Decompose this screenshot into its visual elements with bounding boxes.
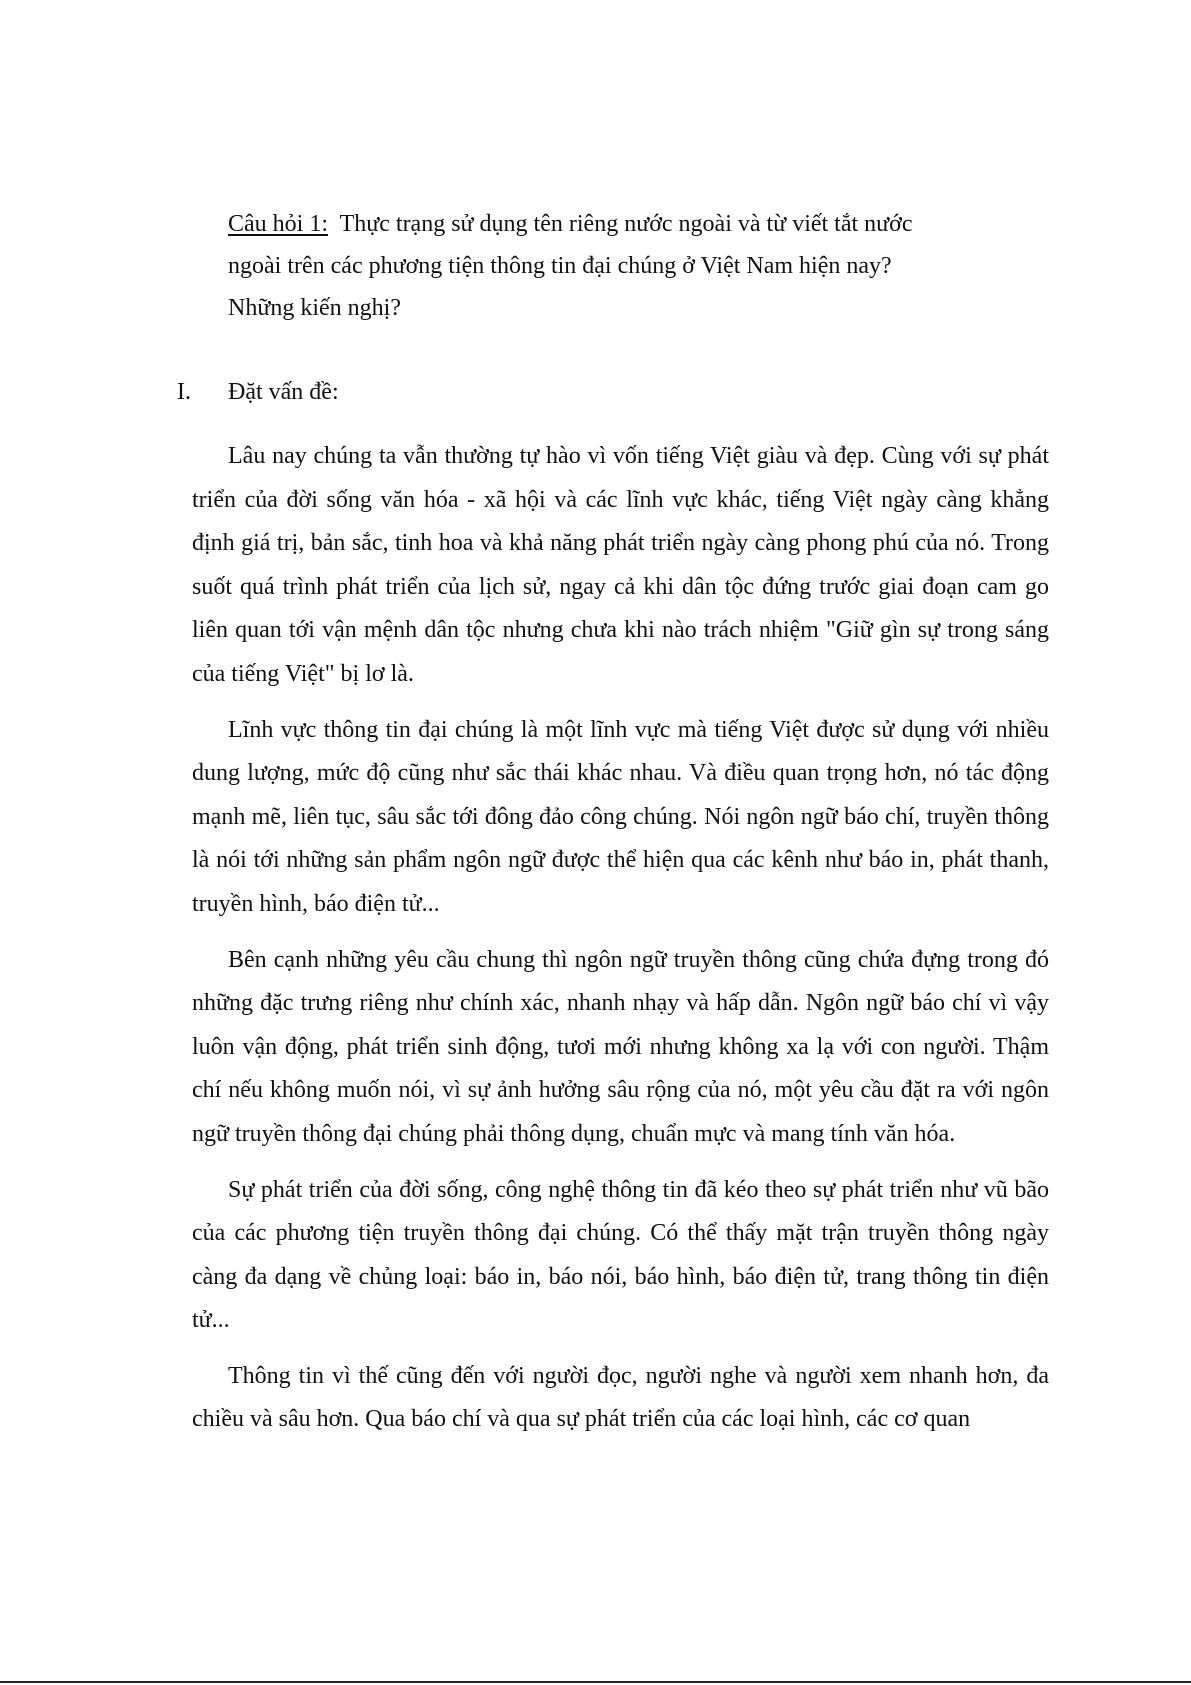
question-text-line-1: Thực trạng sử dụng tên riêng nước ngoài và từ viết tắt nước	[339, 211, 913, 237]
question-label: Câu hỏi 1:	[228, 211, 328, 237]
paragraph: Lâu nay chúng ta vẫn thường tự hào vì vốn tiếng Việt giàu và đẹp. Cùng với sự phát triển của đời sống văn hóa - xã hội và các lĩnh vực khác, tiếng Việt ngày càng khẳng định giá trị, bản sắc, tinh hoa và khả năng phát triển ngày càng phong phú của nó. Trong suốt quá trình phát triển của lịch sử, ngay cả khi dân tộc đứng trước giai đoạn cam go liên quan tới vận mệnh dân tộc nhưng chưa khi nào trách nhiệm "Giữ gìn sự trong sáng của tiếng Việt" bị lơ là.	[192, 443, 1049, 687]
question-line-2: ngoài trên các phương tiện thông tin đại chúng ở Việt Nam hiện nay?	[228, 253, 892, 279]
question-block	[228, 203, 988, 329]
question-line-3: Những kiến nghị?	[228, 295, 401, 321]
page-bottom-rule	[0, 1681, 1191, 1683]
paragraph: Sự phát triển của đời sống, công nghệ thông tin đã kéo theo sự phát triển như vũ bão của các phương tiện truyền thông đại chúng. Có thể thấy mặt trận truyền thông ngày càng đa dạng về chủng loại: báo in, báo nói, báo hình, báo điện tử, trang thông tin điện tử...	[192, 1176, 1049, 1334]
question-line-1	[228, 203, 988, 245]
section-number: I.	[177, 379, 191, 405]
section-title: Đặt vấn đề:	[228, 379, 339, 405]
section-heading	[177, 375, 339, 409]
paragraph: Lĩnh vực thông tin đại chúng là một lĩnh vực mà tiếng Việt được sử dụng với nhiều dung lượng, mức độ cũng như sắc thái khác nhau. Và điều quan trọng hơn, nó tác động mạnh mẽ, liên tục, sâu sắc tới đông đảo công chúng. Nói ngôn ngữ báo chí, truyền thông là nói tới những sản phẩm ngôn ngữ được thể hiện qua các kênh như báo in, phát thanh, truyền hình, báo điện tử...	[192, 716, 1049, 917]
paragraph: Bên cạnh những yêu cầu chung thì ngôn ngữ truyền thông cũng chứa đựng trong đó những đặc trưng riêng như chính xác, nhanh nhạy và hấp dẫn. Ngôn ngữ báo chí vì vậy luôn vận động, phát triển sinh động, tươi mới nhưng không xa lạ với con người. Thậm chí nếu không muốn nói, vì sự ảnh hưởng sâu rộng của nó, một yêu cầu đặt ra với ngôn ngữ truyền thông đại chúng phải thông dụng, chuẩn mực và mang tính văn hóa.	[192, 946, 1049, 1147]
paragraph: Thông tin vì thế cũng đến với người đọc, người nghe và người xem nhanh hơn, đa chiều và sâu hơn. Qua báo chí và qua sự phát triển của các loại hình, các cơ quan	[192, 1362, 1049, 1433]
body-text	[192, 435, 1049, 1454]
